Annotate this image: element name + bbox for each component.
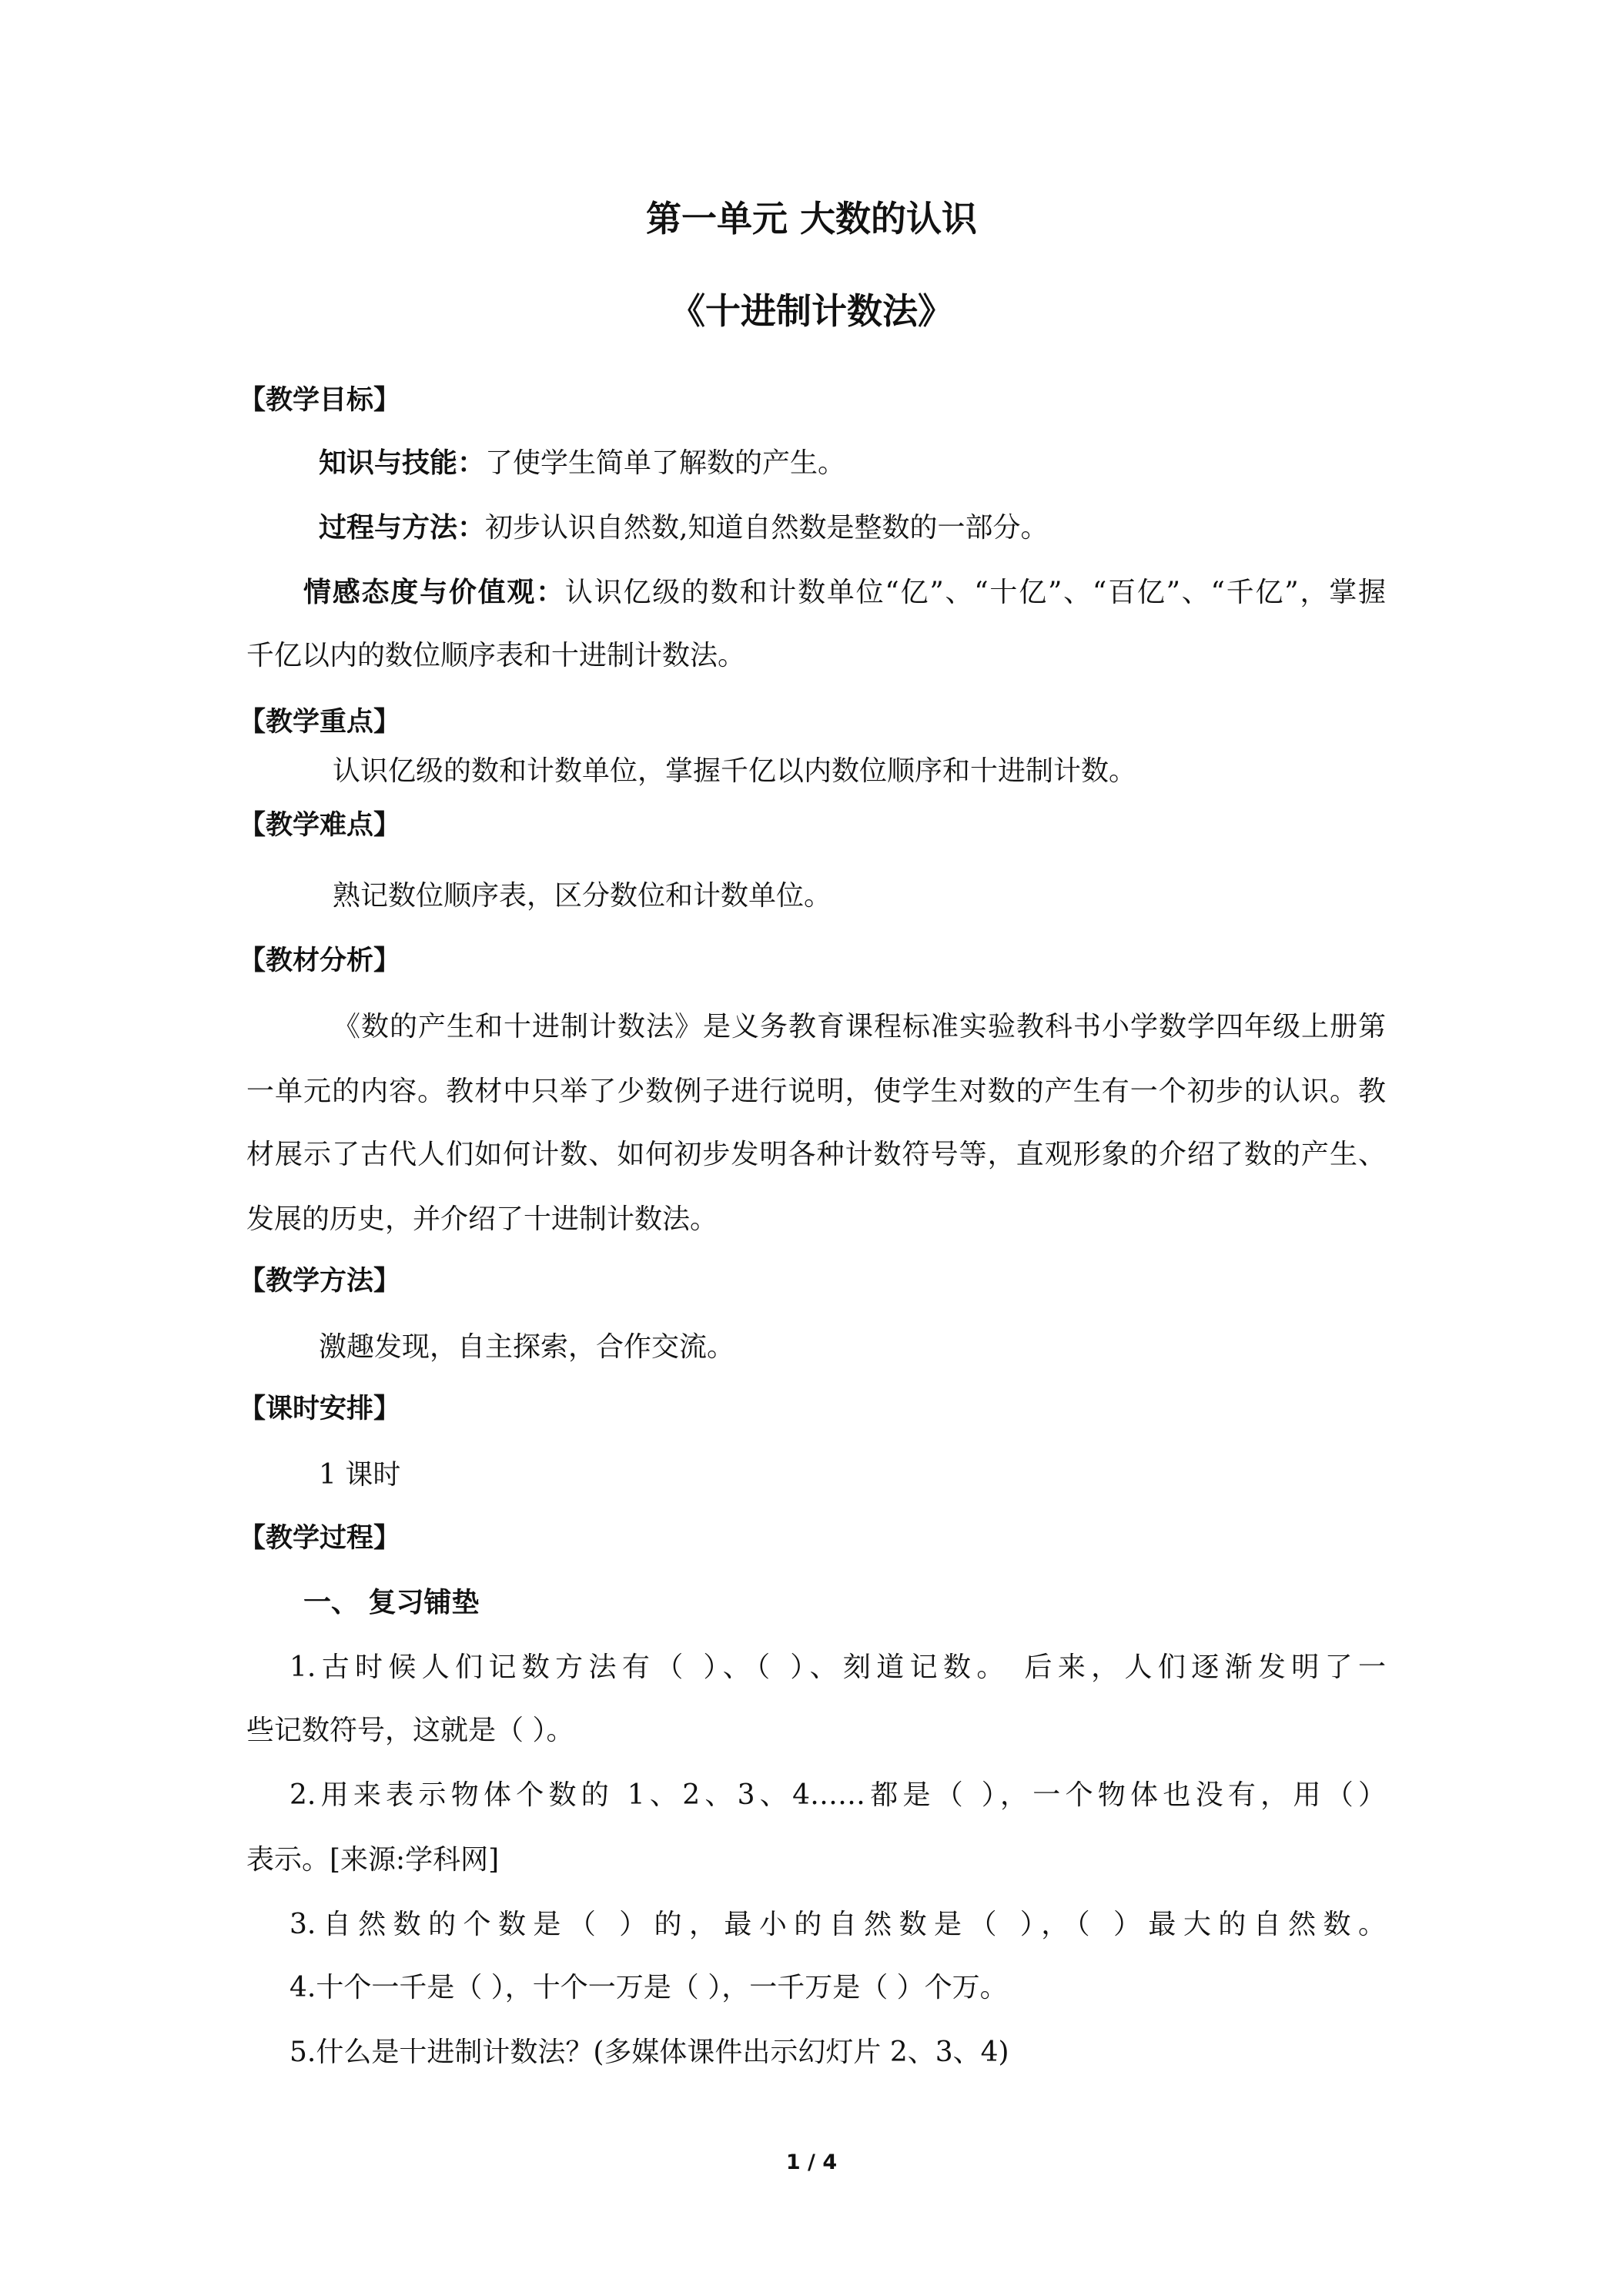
- analysis-line-4: 发展的历史，并介绍了十进制计数法。: [246, 1203, 718, 1235]
- difficulties-heading: 【教学难点】: [239, 810, 401, 841]
- attitude-text-1: 认识亿级的数和计数单位“亿”、“十亿”、“百亿”、“千亿”，掌握: [564, 577, 1386, 608]
- process-label: 过程与方法：: [319, 512, 486, 544]
- objectives-heading: 【教学目标】: [239, 385, 401, 416]
- methods-heading: 【教学方法】: [239, 1266, 401, 1297]
- process-text: 初步认识自然数,知道自然数是整数的一部分。: [485, 512, 1049, 544]
- key-points-heading: 【教学重点】: [239, 707, 401, 738]
- question-2-line-1: 2.用来表示物体个数的 1、2、3、4……都是（ ），一个物体也没有，用（）: [289, 1779, 1386, 1811]
- question-3: 3.自然数的个数是（ ）的，最小的自然数是（ ），（ ）最大的自然数。: [289, 1909, 1386, 1940]
- analysis-line-2: 一单元的内容。教材中只举了少数例子进行说明，使学生对数的产生有一个初步的认识。教: [246, 1076, 1386, 1107]
- attitude-label: 情感态度与价值观：: [303, 577, 565, 608]
- knowledge-objective: [319, 445, 845, 482]
- question-4: 4.十个一千是（ ），十个一万是（ ），一千万是（ ）个万。: [289, 1972, 1008, 2003]
- key-points-text: 认识亿级的数和计数单位，掌握千亿以内数位顺序和十进制计数。: [333, 755, 1137, 787]
- schedule-text: 1 课时: [319, 1459, 401, 1491]
- process-heading: 【教学过程】: [239, 1523, 401, 1554]
- knowledge-text: 了使学生简单了解数的产生。: [485, 447, 846, 479]
- unit-title: 第一单元 大数的认识: [645, 198, 977, 239]
- process-objective: [319, 510, 1048, 547]
- section-review: 一、 复习铺垫: [303, 1587, 480, 1618]
- question-2-line-2: 表示。[来源:学科网]: [246, 1844, 500, 1876]
- attitude-text-2: 千亿以内的数位顺序表和十进制计数法。: [246, 640, 746, 671]
- lesson-title: 《十进制计数法》: [670, 290, 953, 332]
- question-5: 5.什么是十进制计数法？(多媒体课件出示幻灯片 2、3、4): [289, 2037, 1009, 2068]
- attitude-objective: [303, 574, 1386, 611]
- question-1-line-2: 些记数符号，这就是（ ）。: [246, 1715, 574, 1746]
- question-1-line-1: 1.古时候人们记数方法有（ ）、（ ）、刻道记数。 后来，人们逐渐发明了一: [289, 1652, 1386, 1683]
- schedule-heading: 【课时安排】: [239, 1394, 401, 1424]
- analysis-heading: 【教材分析】: [239, 946, 401, 976]
- methods-text: 激趣发现，自主探索，合作交流。: [319, 1331, 735, 1363]
- analysis-line-3: 材展示了古代人们如何计数、如何初步发明各种计数符号等，直观形象的介绍了数的产生、: [246, 1139, 1386, 1170]
- difficulties-text: 熟记数位顺序表，区分数位和计数单位。: [333, 880, 832, 912]
- analysis-line-1: 《数的产生和十进制计数法》是义务教育课程标准实验教科书小学数学四年级上册第: [333, 1011, 1386, 1043]
- page-number: 1 / 4: [785, 2150, 838, 2174]
- knowledge-label: 知识与技能：: [319, 447, 486, 479]
